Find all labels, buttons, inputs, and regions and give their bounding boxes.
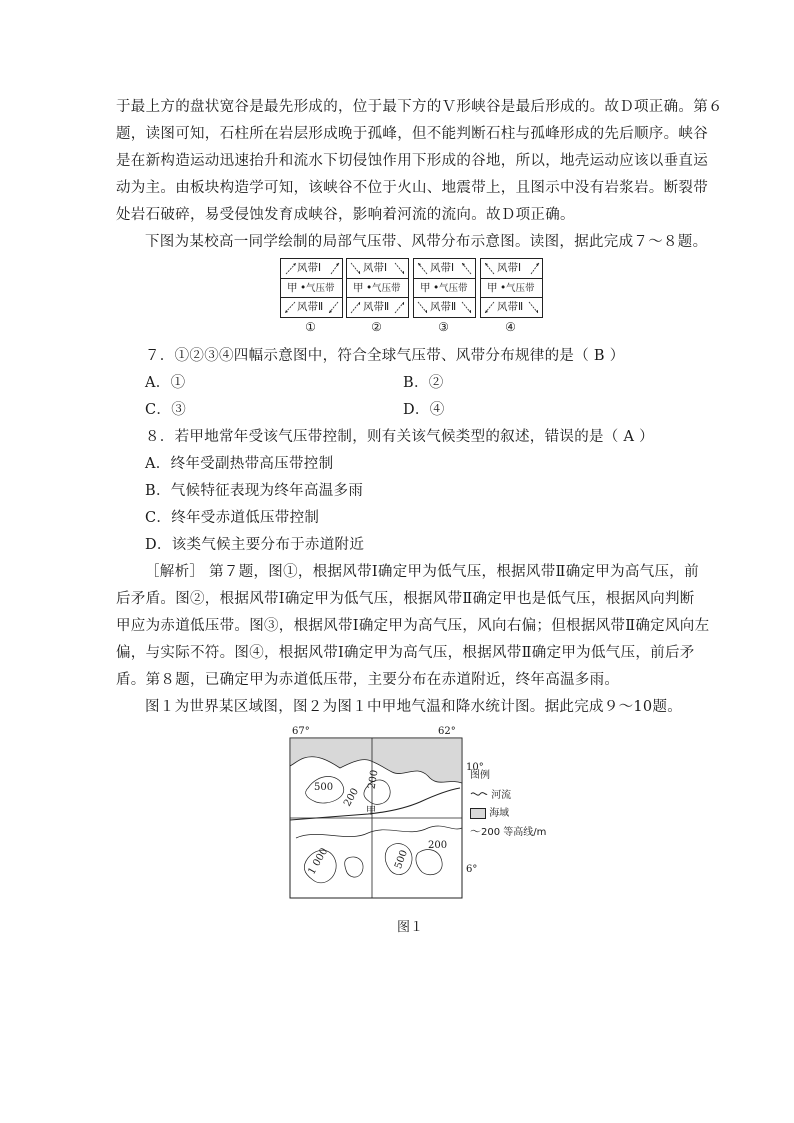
map-legend [470, 768, 546, 841]
pressure-belt-cell: 甲 • 气压带 [481, 278, 542, 298]
place-label: 甲 [353, 282, 364, 294]
latitude-label: 10° [466, 762, 484, 773]
q7-option-c: C．③ [145, 402, 186, 418]
question-intro-9-10: 图１为世界某区域图，图２为图１中甲地气温和降水统计图。据此完成９～10题。 [145, 699, 683, 715]
wind-belt-2-cell [481, 297, 542, 317]
question-intro-7-8: 下图为某校高一同学绘制的局部气压带、风带分布示意图。读图，据此完成７～８题。 [145, 234, 708, 250]
wind-belt-1-cell [281, 259, 342, 278]
diagram-panel-1 [280, 258, 343, 318]
wind-belt-2-label: 风带Ⅱ [297, 301, 324, 313]
contour-label: 200 [428, 840, 448, 851]
analysis-line: ［解析］ 第７题，图①，根据风带Ⅰ确定甲为低气压，根据风带Ⅱ确定甲为高气压，前 [145, 564, 699, 580]
latitude-label: 6° [466, 864, 478, 875]
place-label: 甲 [366, 806, 376, 817]
legend-contour: ～200 等高线/m [470, 825, 547, 838]
wind-belt-1-cell [347, 259, 408, 278]
place-label: 甲 [487, 282, 498, 294]
q8-option-a: A．终年受副热带高压带控制 [145, 456, 334, 472]
question-7-stem: ７．①②③④四幅示意图中，符合全球气压带、风带分布规律的是（ B ） [145, 348, 625, 364]
diagram-caption: ① [305, 320, 316, 334]
contour-label: 500 [314, 782, 334, 793]
figure-caption: 图１ [397, 920, 424, 935]
longitude-label: 62° [438, 726, 456, 737]
wind-belt-2-label: 风带Ⅱ [497, 301, 524, 313]
q8-option-c: C．终年受赤道低压带控制 [145, 510, 320, 526]
legend-river: 河流 [470, 788, 546, 804]
sea-swatch-icon [470, 808, 486, 819]
analysis-line: 甲应为赤道低压带。图③，根据风带Ⅰ确定甲为高气压，风向右偏；但根据风带Ⅱ确定风向左 [116, 618, 710, 634]
contour-label: 1 000 [306, 846, 331, 877]
wind-belt-2-cell [414, 297, 475, 317]
pressure-belt-label: 气压带 [306, 283, 335, 294]
q7-option-a: A．① [145, 375, 186, 391]
wind-belt-1-label: 风带Ⅰ [430, 262, 455, 274]
q8-option-b: B．气候特征表现为终年高温多雨 [145, 483, 364, 499]
diagram-caption: ④ [505, 320, 516, 334]
pressure-belt-label: 气压带 [439, 283, 468, 294]
diagram-caption: ② [371, 320, 382, 334]
analysis-line: 偏，与实际不符。图④，根据风带Ⅰ确定甲为高气压，根据风带Ⅱ确定甲为低气压，前后矛 [116, 645, 695, 661]
place-label: 甲 [420, 282, 431, 294]
legend-sea: 海域 [470, 806, 546, 822]
wind-belt-1-label: 风带Ⅰ [297, 262, 322, 274]
diagram-caption: ③ [438, 320, 449, 334]
longitude-label: 67° [292, 726, 310, 737]
text-line: 是在新构造运动迅速抬升和流水下切侵蚀作用下形成的谷地，所以，地壳运动应该以垂直运 [116, 153, 708, 169]
contour-label: 200 [366, 769, 381, 790]
wind-belt-1-label: 风带Ⅰ [363, 262, 388, 274]
diagram-panel-3 [413, 258, 476, 318]
analysis-line: 后矛盾。图②，根据风带Ⅰ确定甲为低气压，根据风带Ⅱ确定甲也是低气压，根据风向判断 [116, 591, 695, 607]
text-line: 于最上方的盘状宽谷是最先形成的，位于最下方的Ｖ形峡谷是最后形成的。故Ｄ项正确。第６ [116, 99, 723, 115]
contour-label: 500 [393, 848, 410, 871]
pressure-belt-cell: 甲 • 气压带 [414, 278, 475, 298]
place-label: 甲 [287, 282, 298, 294]
wind-belt-1-cell [481, 259, 542, 278]
diagram-panel-2 [346, 258, 409, 318]
text-line: 题，读图可知，石柱所在岩层形成晚于孤峰，但不能判断石柱与孤峰形成的先后顺序。峡谷 [116, 126, 708, 142]
pressure-belt-cell: 甲 • 气压带 [347, 278, 408, 298]
contour-icon: ～ [470, 825, 481, 838]
pressure-belt-label: 气压带 [506, 283, 535, 294]
analysis-line: 盾。第８题，已确定甲为赤道低压带，主要分布在赤道附近，终年高温多雨。 [116, 672, 620, 688]
wind-belt-1-label: 风带Ⅰ [497, 262, 522, 274]
river-icon [470, 790, 488, 798]
text-line: 动为主。由板块构造学可知，该峡谷不位于火山、地震带上，且图示中没有岩浆岩。断裂带 [116, 180, 708, 196]
wind-belt-2-cell [347, 297, 408, 317]
pressure-belt-cell: 甲 • 气压带 [281, 278, 342, 298]
wind-belt-1-cell [414, 259, 475, 278]
pressure-belt-label: 气压带 [372, 283, 401, 294]
text-line: 处岩石破碎，易受侵蚀发育成峡谷，影响着河流的流向。故Ｄ项正确。 [116, 207, 575, 223]
wind-belt-diagrams [280, 258, 546, 336]
q8-option-d: D．该类气候主要分布于赤道附近 [145, 537, 365, 553]
wind-belt-2-label: 风带Ⅱ [430, 301, 457, 313]
question-8-stem: ８．若甲地常年受该气压带控制，则有关该气候类型的叙述，错误的是（ A ） [145, 429, 654, 445]
q7-option-d: D．④ [403, 402, 445, 418]
contour-label: 200 [342, 786, 362, 809]
wind-belt-2-label: 风带Ⅱ [363, 301, 390, 313]
q7-option-b: B．② [403, 375, 444, 391]
diagram-panel-4 [480, 258, 543, 318]
legend-title: 图例 [470, 770, 490, 781]
wind-belt-2-cell [281, 297, 342, 317]
